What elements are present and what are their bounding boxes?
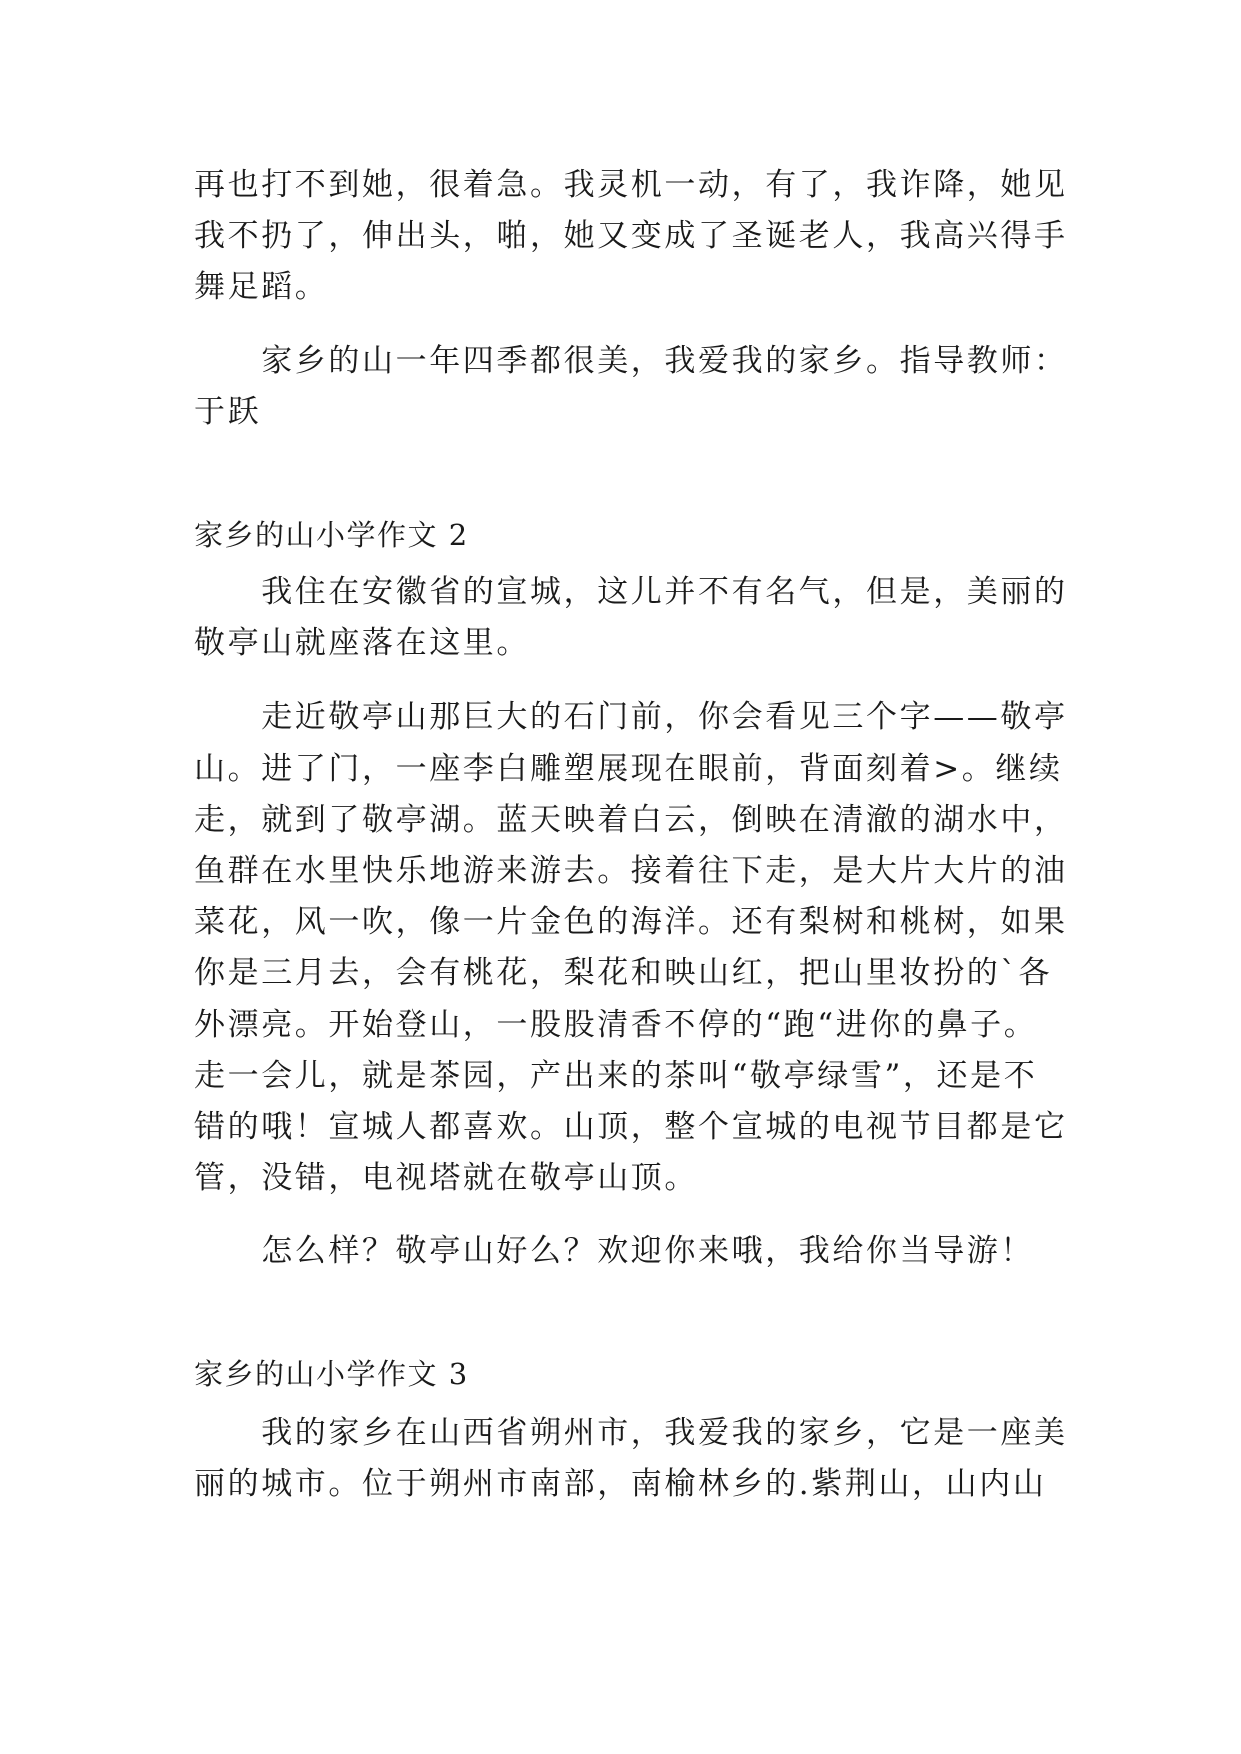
text-line: 于跃 bbox=[194, 394, 262, 430]
text-line: 管，没错，电视塔就在敬亭山顶。 bbox=[194, 1160, 698, 1196]
section-heading: 家乡的山小学作文 2 bbox=[194, 518, 469, 552]
section-heading: 家乡的山小学作文 3 bbox=[194, 1357, 469, 1391]
text-line: 走近敬亭山那巨大的石门前，你会看见三个字——敬亭 bbox=[194, 699, 1068, 735]
text-line: 鱼群在水里快乐地游来游去。接着往下走，是大片大片的油 bbox=[194, 853, 1068, 889]
text-line: 菜花，风一吹，像一片金色的海洋。还有梨树和桃树，如果 bbox=[194, 904, 1068, 940]
text-line: 我不扔了，伸出头，啪，她又变成了圣诞老人，我高兴得手 bbox=[194, 218, 1068, 254]
text-line: 走，就到了敬亭湖。蓝天映着白云，倒映在清澈的湖水中， bbox=[194, 802, 1068, 838]
text-line: 怎么样？敬亭山好么？欢迎你来哦，我给你当导游！ bbox=[194, 1233, 1034, 1269]
text-line: 家乡的山一年四季都很美，我爱我的家乡。指导教师： bbox=[194, 343, 1068, 379]
text-line: 我的家乡在山西省朔州市，我爱我的家乡，它是一座美 bbox=[194, 1415, 1068, 1451]
text-line: 敬亭山就座落在这里。 bbox=[194, 625, 530, 661]
text-line: 你是三月去，会有桃花，梨花和映山红，把山里妆扮的`各 bbox=[194, 955, 1053, 991]
text-line: 舞足蹈。 bbox=[194, 269, 329, 305]
text-line: 丽的城市。位于朔州市南部，南榆林乡的.紫荆山，山内山 bbox=[194, 1466, 1047, 1502]
text-line: 错的哦！宣城人都喜欢。山顶，整个宣城的电视节目都是它 bbox=[194, 1109, 1068, 1145]
text-line: 我住在安徽省的宣城，这儿并不有名气，但是，美丽的 bbox=[194, 574, 1068, 610]
text-line: 山。进了门，一座李白雕塑展现在眼前，背面刻着>。继续 bbox=[194, 751, 1063, 787]
text-line: 走一会儿，就是茶园，产出来的茶叫“敬亭绿雪”，还是不 bbox=[194, 1058, 1038, 1094]
text-line: 再也打不到她，很着急。我灵机一动，有了，我诈降，她见 bbox=[194, 167, 1068, 203]
text-line: 外漂亮。开始登山，一股股清香不停的“跑“进你的鼻子。 bbox=[194, 1007, 1038, 1043]
